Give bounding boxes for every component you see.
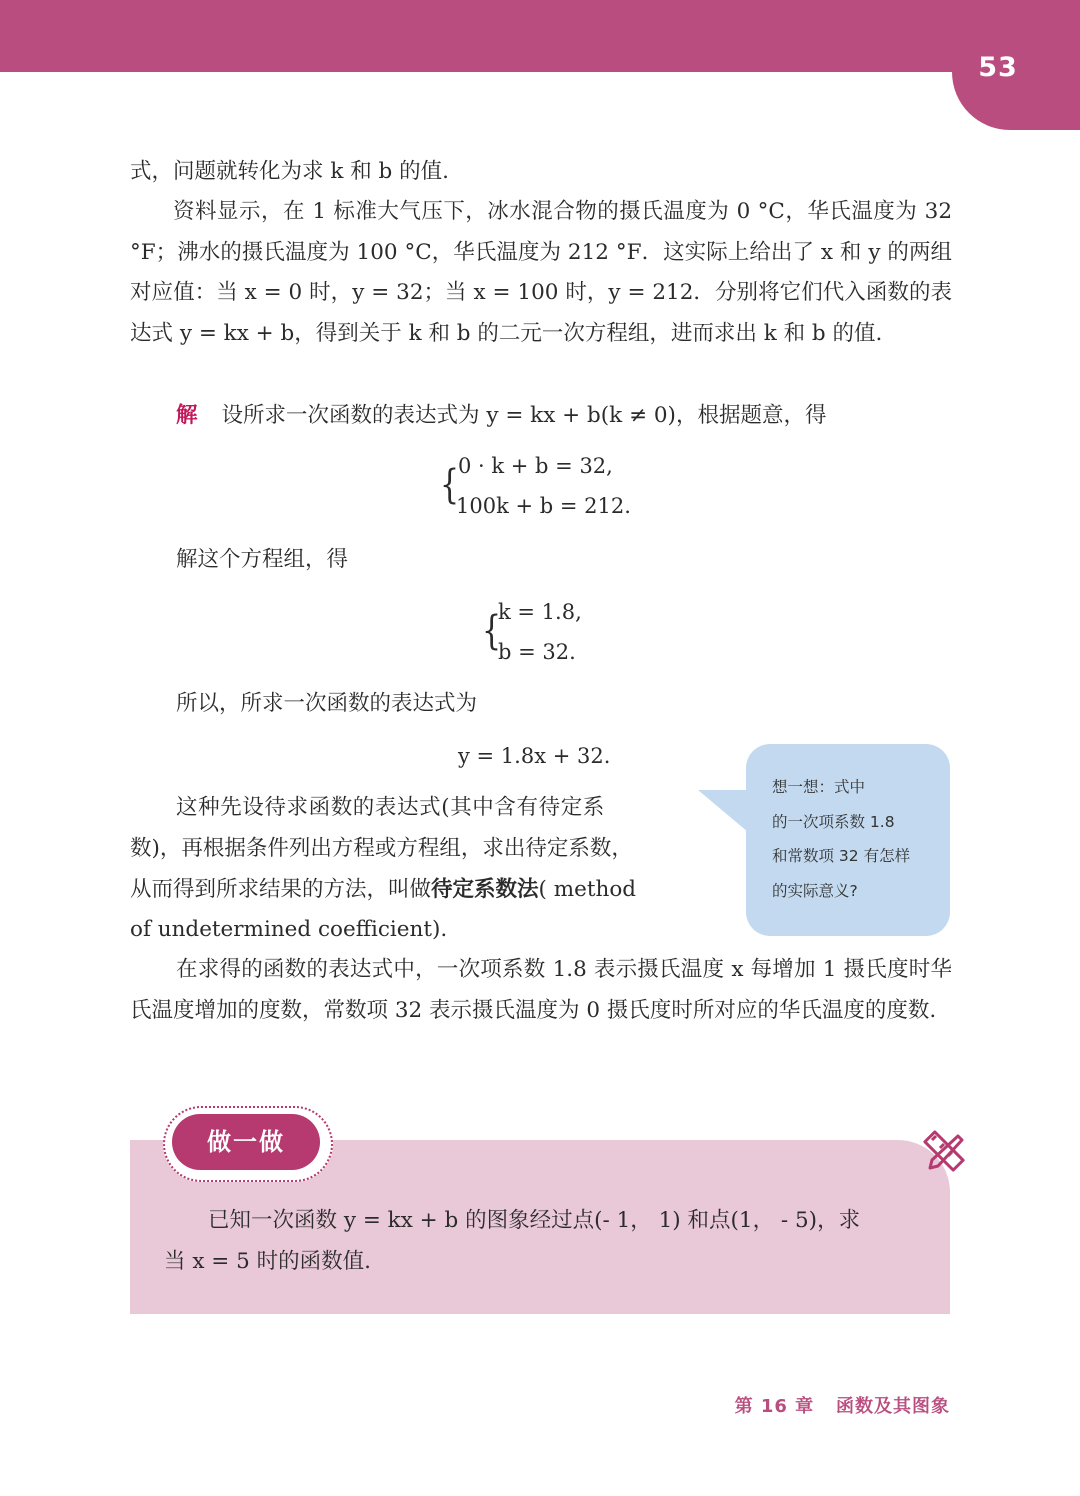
bubble-line: 的实际意义? (772, 881, 858, 900)
method-line-1: 这种先设待求函数的表达式(其中含有待定系 (176, 795, 605, 820)
bubble-tail (698, 790, 748, 832)
method-line-3 (130, 870, 636, 910)
brace-system-2: { (482, 607, 502, 655)
solution-line (176, 396, 826, 436)
method-line-4: of undetermined coefficient). (130, 917, 448, 942)
solution-label: 解 (176, 403, 198, 428)
system2-eq1: k = 1.8, (498, 600, 582, 624)
text-line-intro: 式，问题就转化为求 k 和 b 的值. (130, 159, 449, 184)
pencil-ruler-icon (918, 1126, 970, 1178)
footer-chapter: 第 16 章 (734, 1396, 815, 1417)
exercise-label: 做一做 (172, 1114, 320, 1170)
footer-title: 函数及其图象 (836, 1396, 950, 1417)
so-text: 所以，所求一次函数的表达式为 (176, 691, 478, 716)
solve-text: 解这个方程组，得 (176, 547, 349, 572)
bubble-line: 的一次项系数 1.8 (772, 812, 895, 831)
page-number: 53 (978, 52, 1018, 83)
top-banner (0, 0, 1080, 72)
brace-system-1: { (440, 461, 460, 509)
system2-eq2: b = 32. (498, 640, 576, 664)
exercise-line-2: 当 x = 5 时的函数值. (164, 1249, 371, 1274)
method-term: 待定系数法 (431, 877, 539, 902)
method-line-3-post: ( method (538, 877, 637, 902)
exercise-line-1: 已知一次函数 y = kx + b 的图象经过点(- 1， 1) 和点(1， - 5)，求 (208, 1208, 861, 1233)
system1-eq1: 0 · k + b = 32, (458, 454, 613, 478)
system1-eq2: 100k + b = 212. (456, 494, 631, 518)
bubble-line: 和常数项 32 有怎样 (772, 847, 911, 865)
bubble-line: 想一想：式中 (772, 778, 866, 796)
paragraph-meaning: 在求得的函数的表达式中，一次项系数 1.8 表示摄氏温度 x 每增加 1 摄氏度时华氏温度增加的度数，常数项 32 表示摄氏温度为 0 摄氏度时所对应的华氏温度的度数. (130, 957, 952, 1023)
solution-text: 设所求一次函数的表达式为 y = kx + b(k ≠ 0)，根据题意，得 (221, 403, 827, 428)
result-equation: y = 1.8x + 32. (458, 744, 611, 768)
chapter-footer (600, 1392, 950, 1418)
method-line-2: 数)，再根据条件列出方程或方程组，求出待定系数， (130, 836, 633, 861)
exercise-text (164, 1200, 924, 1282)
method-line-3-pre: 从而得到所求结果的方法，叫做 (130, 877, 432, 902)
think-bubble-text (772, 770, 932, 908)
paragraph-data: 资料显示，在 1 标准大气压下，冰水混合物的摄氏温度为 0 °C，华氏温度为 32 °F；沸水的摄氏温度为 100 °C，华氏温度为 212 °F．这实际上给出了 x 和 y 的两组对应值：当 x = 0 时，y = 32；当 x = 100 时，y = 212．分别将它们代入函数的表达式 y = kx + b，得到关于 k 和 b 的二元一次方程组，进而求出 k 和 b 的值. (130, 199, 952, 346)
